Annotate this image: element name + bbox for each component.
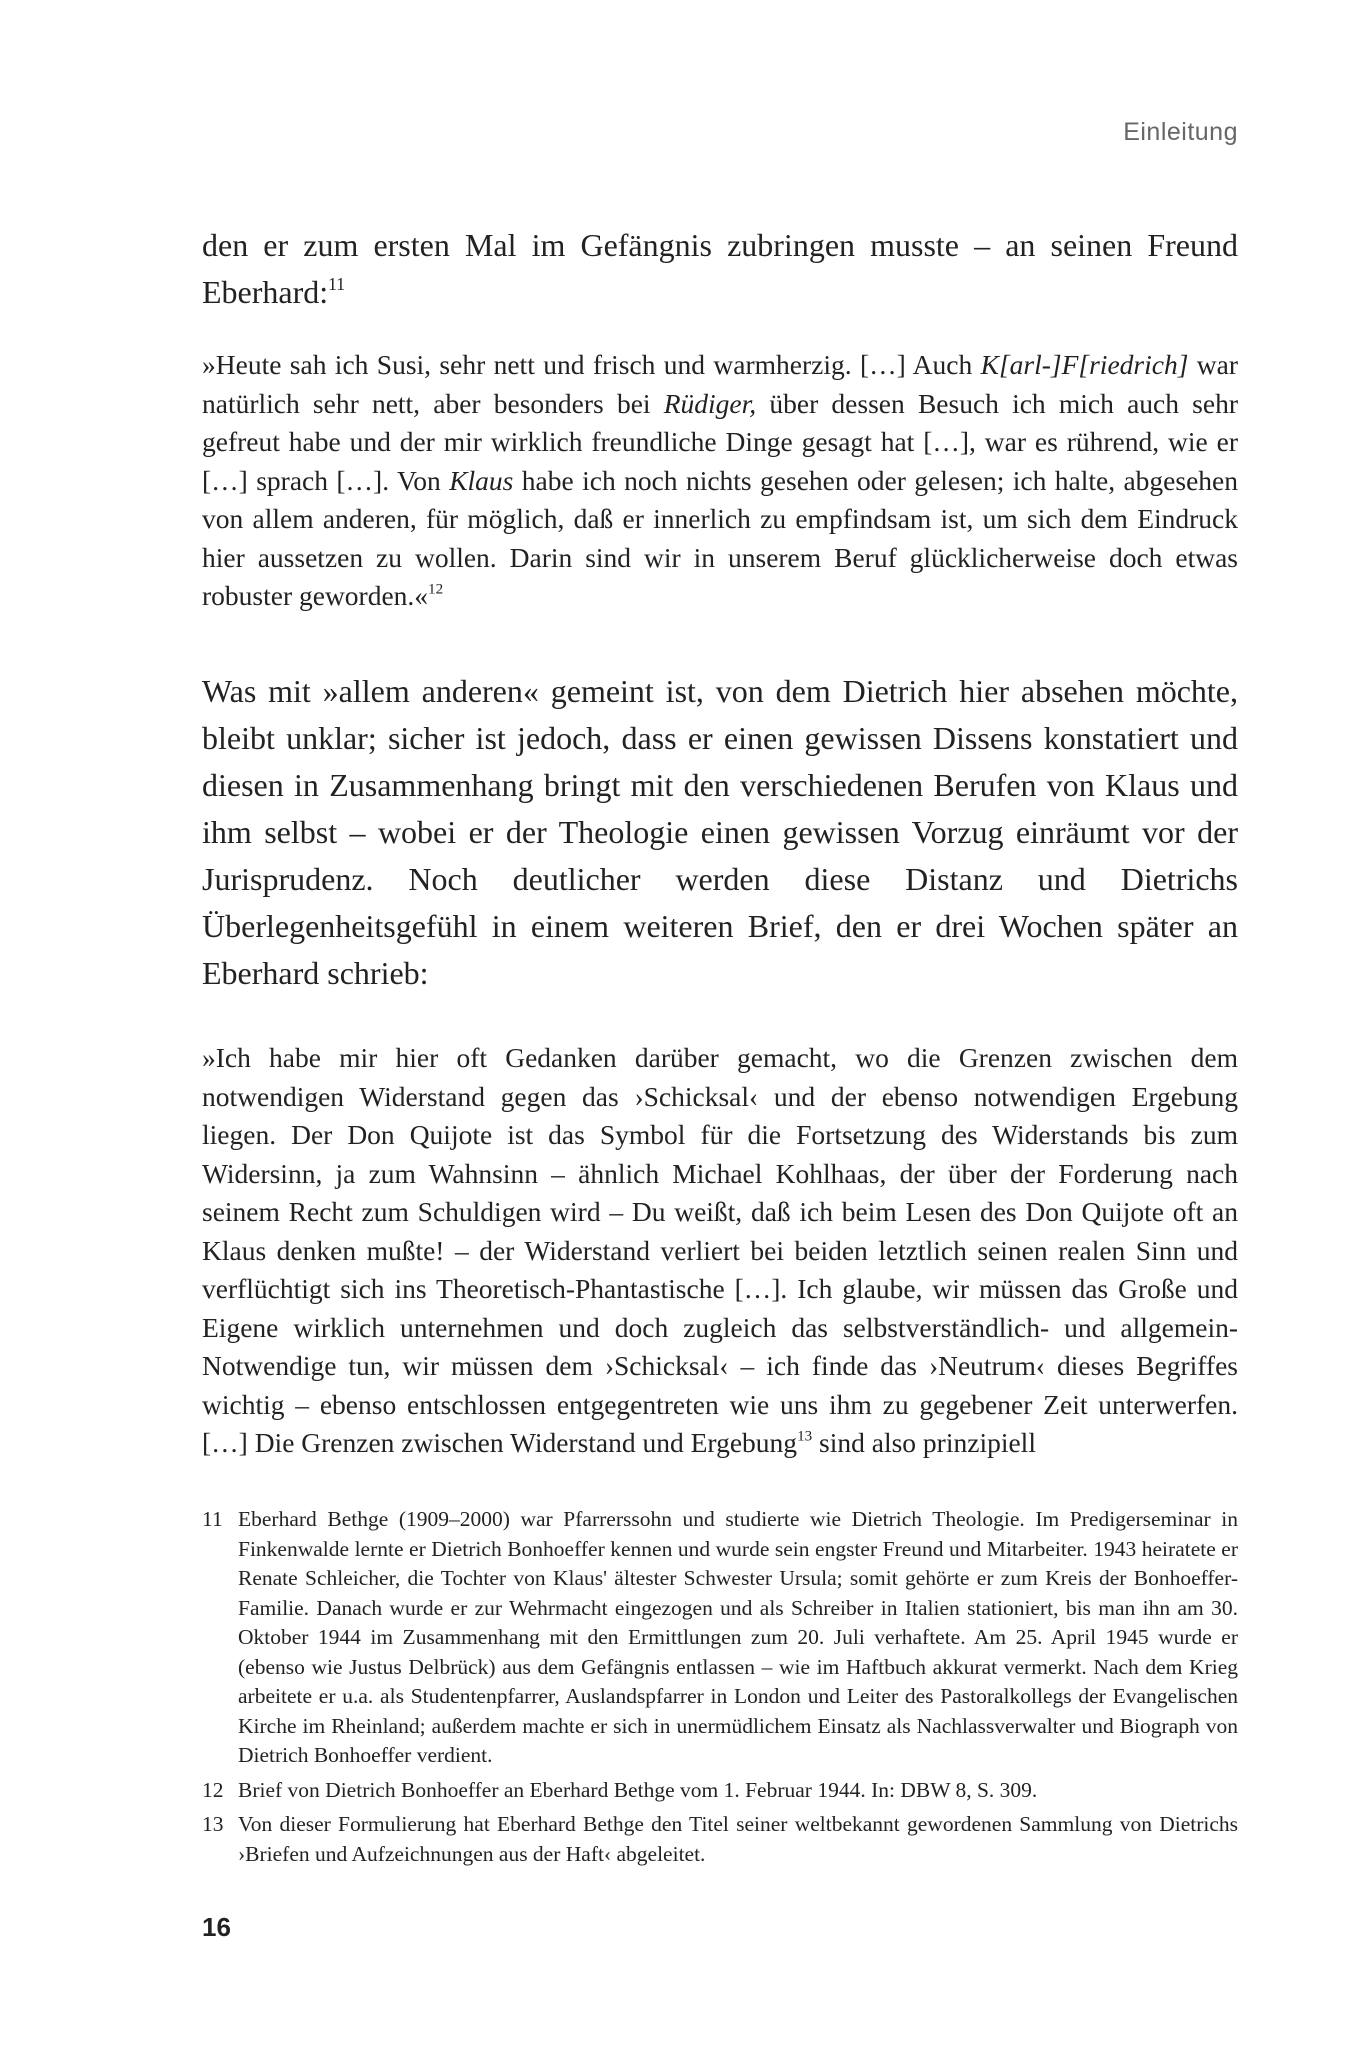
footnotes [202, 1505, 1238, 1874]
quote-text: habe ich noch nichts gesehen oder gelesen; ich halte, abgesehen von allem anderen, für möglich, daß er innerlich zu empfindsam ist, um sich dem Eindruck hier aussetzen zu wollen. Darin sind wir in unserem Beruf glücklicherweise doch etwas robuster geworden.« [202, 464, 1238, 611]
quote-text: war natürlich sehr nett, aber besonders bei [202, 349, 1238, 419]
footnote-text: Von dieser Formulierung hat Eberhard Bethge den Titel seiner weltbekannt gewordenen Sammlung von Dietrichs ›Briefen und Aufzeichnungen aus der Haft‹ abgeleitet. [238, 1812, 1238, 1866]
footnote-text: Eberhard Bethge (1909–2000) war Pfarrerssohn und studierte wie Dietrich Theologie. Im Predigerseminar in Finkenwalde lernte er Dietrich Bonhoeffer kennen und wurde sein engster Freund und Mitarbeiter. 1943 heiratete er Renate Schleicher, die Tochter von Klaus' ältester Schwester Ursula; somit gehörte er zum Kreis der Bonhoeffer-Familie. Danach wurde er zur Wehrmacht eingezogen und als Schreiber in Italien stationiert, bis man ihn am 30. Oktober 1944 im Zusammenhang mit den Ermittlungen zum 20. Juli verhaftete. Am 25. April 1945 wurde er (ebenso wie Justus Delbrück) aus dem Gefängnis entlassen – wie im Haftbuch akkurat vermerkt. Nach dem Krieg arbeitete er u.a. als Studentenpfarrer, Auslandspfarrer in London und Leiter des Pastoralkollegs der Evangelischen Kirche im Rheinland; außerdem machte er sich in unermüdlichem Einsatz als Nachlassverwalter und Biograph von Dietrich Bonhoeffer verdient. [238, 1507, 1238, 1767]
footnote-ref-12: 12 [428, 581, 444, 598]
quote-text: »Heute sah ich Susi, sehr nett und frisch und warmherzig. […] Auch [202, 349, 981, 380]
footnote-ref-13: 13 [797, 1428, 813, 1445]
footnote [202, 1810, 1238, 1869]
running-head: Einleitung [1123, 118, 1238, 146]
quote-italic-name: Rüdiger, [663, 387, 757, 419]
quote-text: »Ich habe mir hier oft Gedanken darüber gemacht, wo die Grenzen zwischen dem notwendigen Widerstand gegen das ›Schicksal‹ und der ebenso notwendigen Ergebung liegen. Der Don Quijote ist das Symbol für die Fortsetzung des Widerstands bis zum Widersinn, ja zum Wahnsinn – ähnlich Michael Kohlhaas, der über der Forderung nach seinem Recht zum Schuldigen wird – Du weißt, daß ich beim Lesen des Don Quijote oft an Klaus denken mußte! – der Widerstand verliert bei beiden letztlich seinen realen Sinn und verflüchtigt sich ins Theoretisch-Phantastische […]. Ich glaube, wir müssen das Große und Eigene wirklich unternehmen und doch zugleich das selbstverständlich- und allgemein-Notwendige tun, wir müssen dem ›Schicksal‹ – ich finde das ›Neutrum‹ dieses Begriffes wichtig – ebenso entschlossen entgegentreten wie uns ihm zu gegebener Zeit unterwerfen. […] Die Grenzen zwischen Widerstand und Ergebung [202, 1042, 1238, 1458]
footnote [202, 1776, 1238, 1806]
quote-text: über dessen Besuch ich mich auch sehr gefreut habe und der mir wirklich freundliche Dinge gesagt hat […], war es rührend, wie er […] sprach […]. Von [202, 387, 1238, 496]
footnote-number: 13 [202, 1812, 224, 1836]
block-quote-1 [202, 346, 1238, 616]
body-paragraph-2 [202, 668, 1238, 997]
footnote-ref-11: 11 [328, 273, 346, 294]
page-number: 16 [202, 1912, 231, 1942]
body-paragraph-1 [202, 222, 1238, 316]
footnote-number: 11 [202, 1507, 223, 1531]
footnote-text: Brief von Dietrich Bonhoeffer an Eberhard Bethge vom 1. Februar 1944. In: DBW 8, S. 309. [238, 1777, 1038, 1802]
quote-italic-name: K[arl-]F[riedrich] [980, 349, 1189, 380]
quote-italic-name: Klaus [449, 464, 514, 496]
paragraph-text: den er zum ersten Mal im Gefängnis zubringen musste – an seinen Freund Eberhard: [202, 227, 1238, 310]
footnote-number: 12 [202, 1777, 224, 1802]
quote-text: sind also prinzipiell [812, 1427, 1036, 1458]
footnote [202, 1505, 1238, 1771]
block-quote-2 [202, 1039, 1238, 1463]
paragraph-text: Was mit »allem anderen« gemeint ist, von dem Dietrich hier absehen möchte, bleibt unklar; sicher ist jedoch, dass er einen gewissen Dissens konstatiert und diesen in Zusammenhang bringt mit den verschiedenen Berufen von Klaus und ihm selbst – wobei er der Theologie einen gewissen Vorzug einräumt vor der Jurisprudenz. Noch deutlicher werden diese Distanz und Dietrichs Überlegenheitsgefühl in einem weiteren Brief, den er drei Wochen später an Eberhard schrieb: [202, 673, 1238, 991]
